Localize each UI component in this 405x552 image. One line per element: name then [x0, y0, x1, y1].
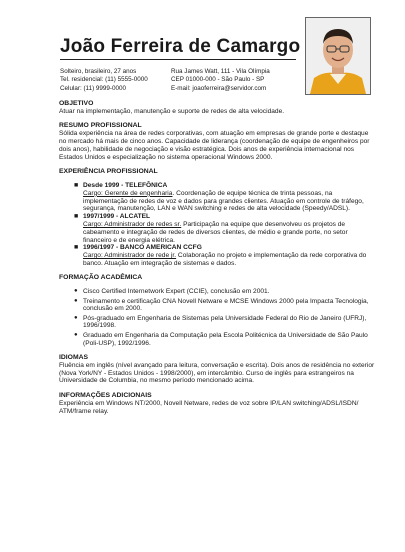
section-experiencia	[59, 168, 377, 268]
education-item	[59, 288, 377, 296]
job-header: 1996/1997 - BANCO AMERICAN CCFG	[83, 244, 202, 252]
job-role: Cargo: Gerente de engenharia	[83, 189, 173, 197]
section-text: Fluência em inglês (nível avançado para leitura, conversação e escrita). Dois anos de residência no exterior (Nova York/NY - Estados Unidos - 1998/2000), em intercâmbio. Curso de inglês para estrangeiros na Universidade de Columbia, no mesmo período mencionado acima.	[59, 361, 375, 385]
job-entry	[59, 244, 377, 267]
job-description: Participação na equipe que desenvolveu os projetos de cabeamento e integração de redes de diversos clientes, de médio e grande porte, no setor financeiro e de energia elétrica.	[83, 220, 348, 244]
postal-code: CEP 01000-000 - São Paulo - SP	[171, 76, 265, 84]
street-address: Rua James Watt, 111 - Vila Olímpia	[171, 68, 270, 75]
section-title: FORMAÇÃO ACADÊMICA	[59, 274, 143, 282]
job-header: Desde 1999 - TELEFÔNICA	[83, 181, 168, 189]
section-title: RESUMO PROFISSIONAL	[59, 122, 142, 130]
name-divider	[60, 59, 296, 60]
section-title: INFORMAÇÕES ADICIONAIS	[59, 391, 152, 399]
bullet-icon: ●	[74, 331, 78, 338]
education-text: Graduado em Engenharia da Computação pela Escola Politécnica da Universidade de São Paulo (Poli-USP), 1992/1996.	[83, 331, 368, 347]
job-role: Cargo: Administrador de rede jr.	[83, 252, 177, 260]
education-item	[59, 298, 377, 314]
bullet-icon: ■	[74, 244, 79, 252]
section-title: IDIOMAS	[59, 353, 89, 361]
bullet-icon: ■	[74, 213, 79, 221]
mobile-phone: Celular: (11) 9999-0000	[60, 84, 127, 92]
education-text: Treinamento e certificação CNA Novell Netware e MCSE Windows 2000 pela Impacta Tecnologia, conclusão em 2000.	[83, 297, 369, 313]
job-entry	[59, 182, 377, 213]
job-header: 1997/1999 - ALCATEL	[83, 213, 151, 221]
section-text: Atuar na implementação, manutenção e suporte de redes de alta velocidade.	[59, 108, 285, 115]
section-text: Experiência em Windows NT/2000, Novell Netware, redes de voz sobre IP/LAN switching/ADSL/ISDN/ ATM/frame relay.	[59, 399, 359, 415]
bullet-icon: ●	[74, 314, 78, 321]
contact-address	[171, 68, 270, 93]
education-item	[59, 315, 377, 331]
section-objetivo	[59, 100, 377, 116]
bullet-icon: ●	[74, 288, 78, 295]
job-entry	[59, 213, 377, 244]
home-phone: Tel. residencial: (11) 5555-0000	[60, 76, 148, 84]
education-item	[59, 332, 377, 348]
resume-body	[59, 100, 377, 422]
profile-photo-image	[306, 18, 370, 94]
section-idiomas	[59, 354, 377, 385]
section-title: OBJETIVO	[59, 100, 94, 107]
marital-status: Solteiro, brasileiro, 27 anos	[60, 68, 137, 75]
candidate-name: João Ferreira de Camargo	[60, 36, 301, 57]
section-resumo	[59, 122, 377, 161]
email-address: E-mail: joaoferreira@servidor.com	[171, 84, 267, 92]
job-role: Cargo: Administrador de redes sr.	[83, 220, 182, 228]
bullet-icon: ■	[74, 181, 79, 189]
contact-personal	[60, 68, 148, 93]
section-formacao	[59, 274, 377, 347]
profile-photo	[305, 17, 371, 95]
section-adicionais	[59, 392, 377, 416]
bullet-icon: ●	[74, 297, 78, 304]
job-description: Colaboração no projeto e implementação da rede corporativa do banco. Atuação em integração de sistemas e dados.	[83, 252, 367, 267]
section-title: EXPERIÊNCIA PROFISSIONAL	[59, 167, 158, 175]
education-text: Cisco Certified Internetwork Expert (CCIE), conclusão em 2001.	[83, 288, 270, 296]
section-text: Sólida experiência na área de redes corporativas, com atuação em empresas de grande porte e destaque no mercado há mais de cinco anos. Capacidade de liderança (coordenação de equipe de engenheiros por dois anos), habilidade de negociação e visão estratégica. Dois anos de experiência internacional nos Estados Unidos e especialização no sistema operacional Windows 2000.	[59, 130, 370, 161]
education-text: Pós-graduado em Engenharia de Sistemas pela Universidade Federal do Rio de Janeiro (UFRJ), 1996/1998.	[83, 314, 367, 330]
job-description: . Coordenação de equipe técnica de trinta pessoas, na implementação de redes de voz e dados para grandes clientes. Atuação em controle de tráfego, segurança, manutenção, LAN e WAN switching e redes de alta velocidade (Speedy/ADSL).	[83, 189, 364, 213]
